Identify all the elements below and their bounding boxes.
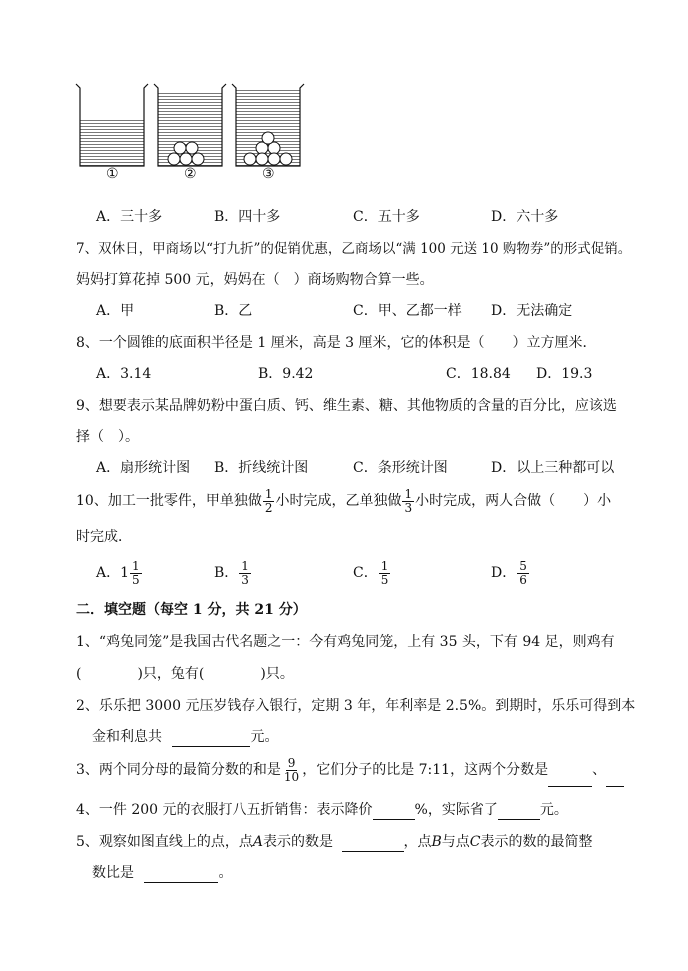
q10-option-a-numerator: 1 [132,558,140,573]
q10-option-c [353,558,391,588]
f5-part4: 与点 [441,834,470,850]
f2-text-line2 [92,727,278,747]
q10-fraction-1-numerator: 1 [264,486,273,501]
f3-prefix: 3、两个同分母的最简分数的和是 [76,762,281,778]
q7-option-c: C．甲、乙都一样 [353,303,462,319]
q9-option-c: C．条形统计图 [353,460,448,476]
q9-text-line1: 9、想要表示某品牌奶粉中蛋白质、钙、维生素、糖、其他物质的含量的百分比，应该选 [76,398,617,414]
f5-text-line1 [76,832,593,852]
beaker-3 [232,84,304,166]
f4-text [76,800,568,820]
f4-mid: %，实际省了 [414,802,498,818]
f4-prefix: 4、一件 200 元的衣服打八五折销售：表示降价 [76,802,373,818]
q7-option-b: B．乙 [214,303,253,319]
q8-option-d: D．19.3 [536,366,593,382]
f2-line2-prefix: 金和利息共 [92,729,162,745]
q8-text: 8、一个圆锥的底面积半径是 1 厘米，高是 3 厘米，它的体积是（ ）立方厘米． [76,335,597,351]
q6-option-c: C．五十多 [353,209,420,225]
f3-fraction-denominator: 10 [283,769,300,784]
q9-option-b: B．折线统计图 [214,460,309,476]
f1-text-line2: ( )只，兔有( )只。 [76,666,294,682]
q9-option-a: A．扇形统计图 [96,460,191,476]
f5-part1: 5、观察如图直线上的点，点 [76,834,253,850]
q10-option-c-fraction [379,560,391,587]
f4-suffix: 元。 [539,802,568,818]
q10-fraction-2-denominator: 3 [404,500,413,515]
f3-suffix: ，它们分子的比是 7:11，这两个分数是 [302,762,549,778]
q6-option-d: D．六十多 [491,209,559,225]
q7-text-line1: 7、双休日，甲商场以“打九折”的促销优惠，乙商场以“满 100 元送 10 购物券”的形式促销。 [76,241,632,257]
q10-option-b [214,558,252,588]
q6-option-a: A．三十多 [96,209,163,225]
q10-option-a-prefix: A．1 [96,565,130,581]
f5-part5: 表示的数的最简整 [480,834,593,850]
q8-option-b: B．9.42 [258,366,314,382]
f5-answer-blank-1[interactable] [342,835,404,852]
q10-part3: 小时完成，两人合做（ ）小 [415,493,612,509]
q9-option-d: D．以上三种都可以 [491,460,615,476]
q7-option-d: D．无法确定 [491,303,573,319]
f5-part2: 表示的数是 [263,834,334,850]
q10-part1: 10、加工一批零件，甲单独做 [76,493,262,509]
f1-text-line1: 1、“鸡兔同笼”是我国古代名题之一：今有鸡兔同笼，上有 35 头，下有 94 足，则鸡有 [76,634,615,650]
f5-var-b: B [431,834,442,850]
q10-option-b-fraction [239,560,251,587]
f5-part3: ，点 [403,834,432,850]
f3-separator: 、 [592,762,607,778]
q9-text-line2: 择（ ）。 [76,429,139,445]
f5-answer-blank-2[interactable] [144,866,218,883]
beaker-label-2: ② [184,166,197,182]
q8-option-a: A．3.14 [96,366,152,382]
f3-text [76,753,624,787]
section-2-title: 二．填空题（每空 1 分，共 21 分） [76,602,307,618]
beaker-1 [76,84,148,166]
q10-option-c-prefix: C． [353,565,378,581]
q10-option-d-fraction [517,560,529,587]
q10-option-d-numerator: 5 [519,558,527,573]
q10-option-c-denominator: 5 [380,572,389,587]
q10-option-a [96,558,143,588]
beaker-label-3: ③ [262,166,275,182]
f5-var-a: A [252,834,264,850]
f3-answer-blank-2[interactable] [606,770,624,787]
q10-option-d [491,558,530,588]
f5-var-c: C [469,834,481,850]
f5-line2-prefix: 数比是 [92,865,134,881]
q10-option-a-denominator: 5 [132,572,140,587]
beaker-2 [154,84,226,166]
f2-text-line1: 2、乐乐把 3000 元压岁钱存入银行，定期 3 年，年利率是 2.5%。到期时，乐乐可得到本 [76,698,636,714]
f3-fraction [282,757,301,784]
f3-answer-blank-1[interactable] [548,770,592,787]
q10-option-d-prefix: D． [491,565,517,581]
q10-text-line2: 时完成． [76,529,132,545]
f2-answer-blank[interactable] [172,730,250,747]
f3-fraction-numerator: 9 [287,755,296,770]
q10-fraction-1 [263,488,275,515]
f5-text-line2 [92,863,232,883]
beakers-figure [70,80,310,190]
q10-option-b-prefix: B． [214,565,239,581]
q10-fraction-2 [402,488,414,515]
q10-fraction-2-numerator: 1 [404,486,413,501]
q10-text-line1 [76,486,611,516]
q10-option-d-denominator: 6 [519,572,527,587]
q10-option-b-numerator: 1 [241,558,249,573]
f4-answer-blank-1[interactable] [373,803,415,820]
beaker-label-1: ① [106,166,119,182]
q10-option-a-fraction [130,560,142,587]
q7-text-line2: 妈妈打算花掉 500 元，妈妈在（ ）商场购物合算一些。 [76,272,434,288]
q10-part2: 小时完成，乙单独做 [275,493,402,509]
q8-option-c: C．18.84 [446,366,511,382]
q10-fraction-1-denominator: 2 [264,500,273,515]
q10-option-c-numerator: 1 [380,558,389,573]
q10-option-b-denominator: 3 [241,572,249,587]
q6-option-b: B．四十多 [214,209,281,225]
f5-line2-suffix: 。 [218,865,233,881]
q7-option-a: A．甲 [96,303,135,319]
f4-answer-blank-2[interactable] [498,803,540,820]
f2-line2-suffix: 元。 [250,729,279,745]
